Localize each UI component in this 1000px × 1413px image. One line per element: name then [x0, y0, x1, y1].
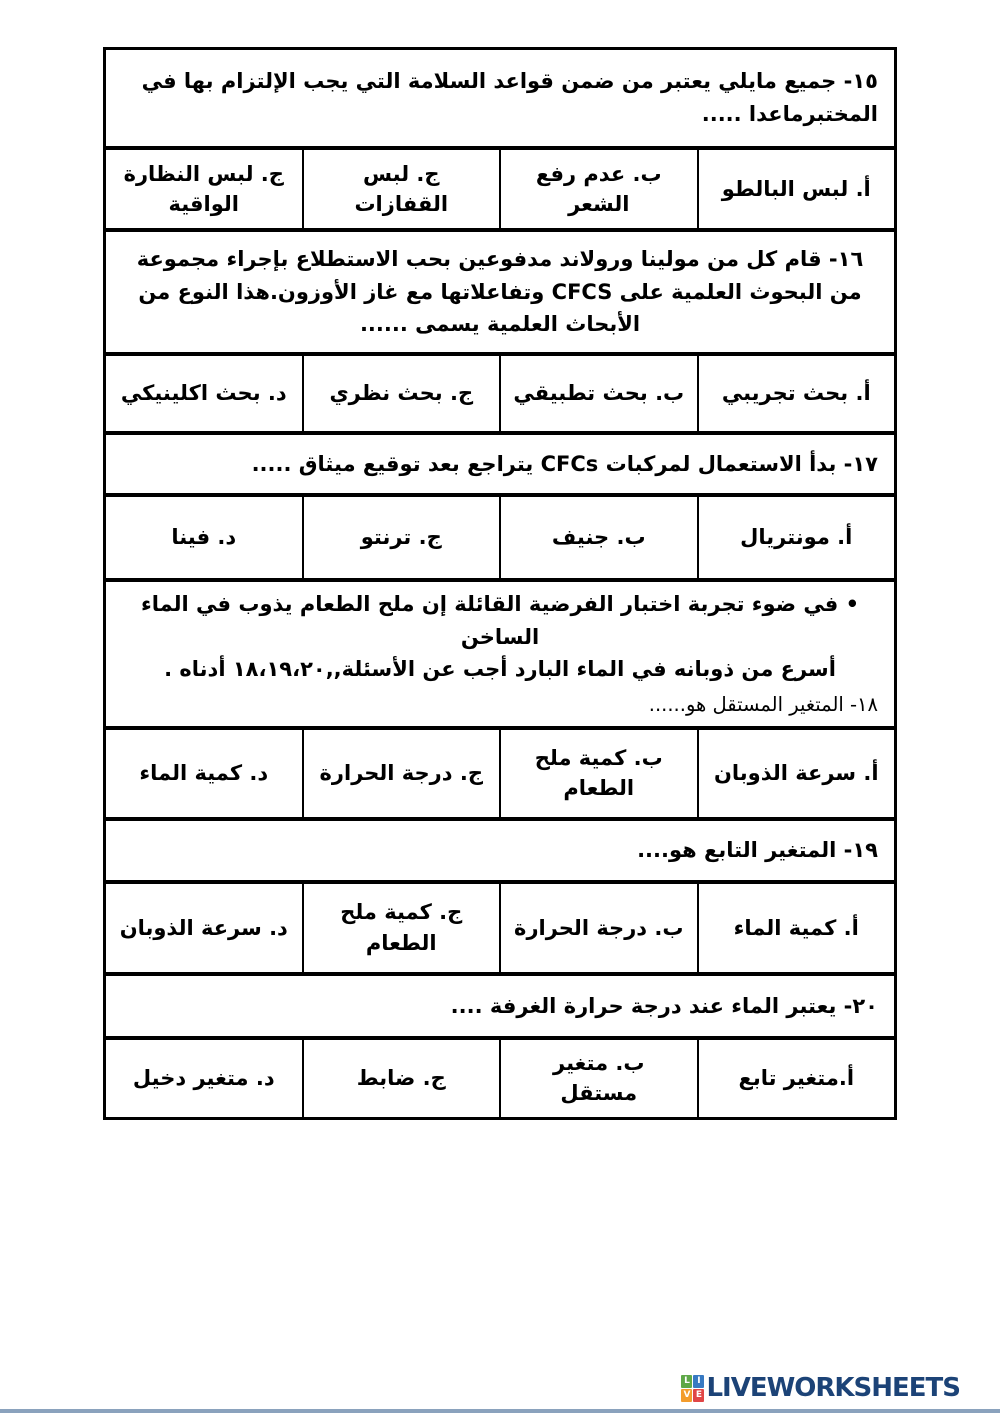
- experiment-intro-and-question-18: [106, 578, 894, 726]
- answer-18-a[interactable]: أ. سرعة الذوبان: [713, 761, 879, 786]
- question-20-text: ٢٠- يعتبر الماء عند درجة حرارة الغرفة ....: [450, 993, 878, 1018]
- answer-17-d[interactable]: د. فينا: [106, 497, 304, 578]
- answer-16-b[interactable]: ب. بحث تطبيقي: [501, 356, 699, 431]
- question-16-text: ١٦- قام كل من مولينا ورولاند مدفوعين بحب الاستطلاع بإجراء مجموعة من البحوث العلمية على CFCS وتفاعلاتها مع غاز الأوزون.هذا النوع من الأبحاث العلمية يسمى ......: [136, 247, 864, 337]
- answer-15-d[interactable]: ج. لبس النظارة الواقية: [106, 150, 304, 228]
- experiment-intro-line-2: أسرع من ذوبانه في الماء البارد أجب عن الأسئلة,,١٨،١٩،٢٠ أدناه .: [164, 657, 836, 682]
- question-20: [106, 972, 894, 1036]
- answers-15: [106, 146, 894, 228]
- answers-18: [106, 726, 894, 817]
- question-15-text: ١٥- جميع مايلي يعتبر من ضمن قواعد السلامة التي يجب الإلتزام بها في المختبرماعدا .....: [141, 69, 878, 126]
- liveworksheets-wordmark: LIVEWORKSHEETS: [706, 1373, 960, 1403]
- bottom-edge-strip: [0, 1409, 1000, 1413]
- answers-20: [106, 1036, 894, 1117]
- answer-20-c[interactable]: ج. ضابط: [304, 1040, 502, 1117]
- answer-19-c[interactable]: ج. كمية ملح الطعام: [304, 884, 502, 972]
- answer-19-d[interactable]: د. سرعة الذوبان: [106, 884, 304, 972]
- question-17-text: ١٧- بدأ الاستعمال لمركبات CFCs يتراجع بعد توقيع ميثاق .....: [251, 451, 878, 476]
- answer-15-a[interactable]: أ. لبس البالطو: [721, 176, 871, 201]
- answer-17-a[interactable]: أ. مونتريال: [740, 525, 853, 550]
- question-15: [106, 50, 894, 146]
- answer-17-b[interactable]: ب. جنيف: [501, 497, 699, 578]
- answers-19: [106, 880, 894, 972]
- answer-15-b[interactable]: ب. عدم رفع الشعر: [501, 150, 699, 228]
- experiment-intro-line-1: • في ضوء تجربة اختبار الفرضية القائلة إن ملح الطعام يذوب في الماء الساخن: [140, 592, 860, 649]
- liveworksheets-blocks-icon: [681, 1375, 704, 1402]
- logo-block-l: L: [681, 1375, 692, 1388]
- answers-16: [106, 352, 894, 431]
- question-19-text: ١٩- المتغير التابع هو....: [637, 838, 878, 863]
- answer-17-c[interactable]: ج. ترنتو: [304, 497, 502, 578]
- answer-16-d[interactable]: د. بحث اكلينيكي: [106, 356, 304, 431]
- logo-block-i: I: [693, 1375, 704, 1388]
- answer-20-b[interactable]: ب. متغير مستقل: [501, 1040, 699, 1117]
- liveworksheets-logo[interactable]: [681, 1371, 960, 1405]
- answer-19-b[interactable]: ب. درجة الحرارة: [501, 884, 699, 972]
- question-18-text: ١٨- المتغير المستقل هو......: [648, 692, 878, 716]
- answer-16-a[interactable]: أ. بحث تجريبي: [721, 381, 871, 406]
- question-16: [106, 228, 894, 352]
- answer-18-c[interactable]: ج. درجة الحرارة: [304, 730, 502, 817]
- answer-20-a[interactable]: أ.متغير تابع: [738, 1066, 855, 1091]
- logo-block-e: E: [693, 1389, 704, 1402]
- worksheet-table: [103, 47, 897, 1120]
- answer-18-d[interactable]: د. كمية الماء: [106, 730, 304, 817]
- answer-20-d[interactable]: د. متغير دخيل: [106, 1040, 304, 1117]
- answer-16-c[interactable]: ج. بحث نظري: [304, 356, 502, 431]
- logo-block-v: V: [681, 1389, 692, 1402]
- answers-17: [106, 493, 894, 578]
- answer-18-b[interactable]: ب. كمية ملح الطعام: [501, 730, 699, 817]
- answer-15-c[interactable]: ج. لبس القفازات: [304, 150, 502, 228]
- question-19: [106, 817, 894, 880]
- question-17: [106, 431, 894, 493]
- answer-19-a[interactable]: أ. كمية الماء: [733, 915, 859, 940]
